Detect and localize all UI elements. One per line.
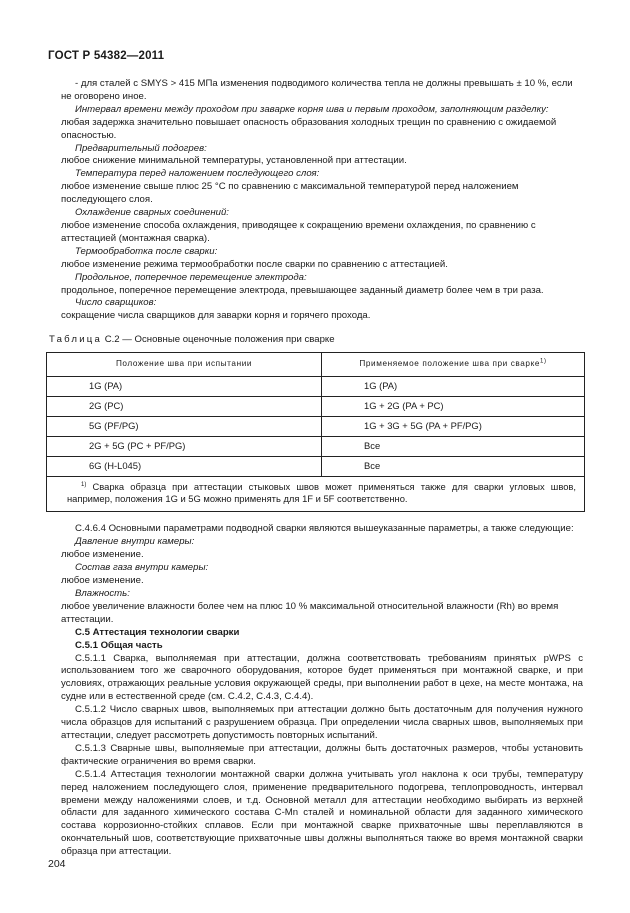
table-header-applied-text: Применяемое положение шва при сварке	[359, 359, 541, 369]
parameter-heading: Охлаждение сварных соединений:	[75, 207, 229, 219]
paragraph: любая задержка значительно повышает опасность образования холодных трещин по сравнению с ожидаемой опасностью.	[61, 116, 557, 141]
paragraph: продольное, поперечное перемещение электрода, превышающее заданный диаметр более чем в три раза.	[61, 284, 544, 296]
table-header-test-position: Положение шва при испытании	[47, 353, 322, 377]
parameter-heading: Продольное, поперечное перемещение электрода:	[75, 271, 307, 283]
paragraph: любое изменение режима термообработки после сварки по сравнению с аттестацией.	[61, 258, 448, 270]
table-row	[47, 436, 585, 456]
paragraph: любое изменение способа охлаждения, приводящее к сокращению времени охлаждения, по сравнению с аттестацией (монтажная сварка).	[61, 219, 536, 244]
section-heading: С.5 Аттестация технологии сварки	[75, 626, 240, 638]
table-cell-applied: 1G (PA)	[322, 377, 585, 397]
paragraph: любое снижение минимальной температуры, установленной при аттестации.	[61, 155, 407, 167]
paragraphs-bottom	[61, 523, 583, 859]
positions-table	[46, 352, 585, 512]
table-cell-applied: Все	[322, 456, 585, 476]
table-cell-test: 5G (PF/PG)	[47, 416, 322, 436]
paragraph: любое увеличение влажности более чем на плюс 10 % максимальной относительной влажности (Rh) во время аттестации.	[61, 600, 559, 625]
paragraph: С.5.1.3 Сварные швы, выполняемые при аттестации, должны быть достаточных размеров, чтобы установить фактические ограничения во время сварки.	[61, 742, 583, 767]
table-cell-applied: 1G + 2G (PA + PC)	[322, 397, 585, 417]
paragraph: любое изменение.	[61, 575, 144, 587]
paragraph: любое изменение свыше плюс 25 °С по сравнению с максимальной температурой перед наложением последующего слоя.	[61, 181, 519, 206]
footnote-marker: 1)	[540, 358, 547, 365]
paragraph: любое изменение.	[61, 549, 144, 561]
footnote-marker: 1)	[81, 481, 87, 488]
table-row	[47, 456, 585, 476]
table-footnote	[47, 476, 585, 512]
table-caption-label: Таблица	[49, 334, 103, 346]
table-cell-test: 6G (H-L045)	[47, 456, 322, 476]
footnote-text: Сварка образца при аттестации стыковых швов может применяться также для сварки угловых швов, например, положения 1G и 5G можно применять для 1F и 5F соответственно.	[67, 480, 576, 505]
table-caption	[49, 334, 583, 347]
table-caption-text: С.2 — Основные оценочные положения при сварке	[104, 334, 335, 346]
parameter-heading: Состав газа внутри камеры:	[75, 562, 209, 574]
parameter-heading: Температура перед наложением последующего слоя:	[75, 168, 320, 180]
page-number: 204	[48, 858, 66, 870]
parameter-heading: Число сварщиков:	[75, 297, 157, 309]
table-cell-applied: 1G + 3G + 5G (PA + PF/PG)	[322, 416, 585, 436]
parameter-heading: Термообработка после сварки:	[75, 245, 218, 257]
parameter-heading: Интервал времени между проходом при заварке корня шва и первым проходом, заполняющим разделку:	[75, 103, 549, 115]
table-header-row	[47, 353, 585, 377]
paragraph: С.5.1.1 Сварка, выполняемая при аттестации, должна соответствовать требованиям принятых pWPS с использованием того же сварочного оборудования, которое будет применяться при монтажной сварке, и при условиях, отражающих реальные условия окружающей среды, при выполнении работ в цехе, на месте монтажа, на судне или в естественной среде (см. С.4.2, С.4.3, С.4.4).	[61, 652, 583, 703]
paragraph: - для сталей с SMYS > 415 МПа изменения подводимого количества тепла не должны превышать ± 10 %, если не оговорено иное.	[61, 78, 573, 102]
paragraph: сокращение числа сварщиков для заварки корня и горячего прохода.	[61, 310, 371, 322]
paragraph: С.4.6.4 Основными параметрами подводной сварки являются вышеуказанные параметры, а также следующие:	[75, 523, 574, 535]
document-header: ГОСТ Р 54382—2011	[48, 50, 165, 62]
table-row	[47, 416, 585, 436]
paragraph: С.5.1.4 Аттестация технологии монтажной сварки должна учитывать угол наклона к оси трубы, температуру перед наложением последующего слоя, применение предварительного подогрева, теплопроводность, интервал времени между наложениями слоев, и т.д. Основной металл для аттестации необходимо выбирать из верхней области для заданного химического состава С-Mn сталей и номинальной области для заданного химического состава коррозионно-стойких сплавов. Если при монтажной сварке прихваточные швы переплавляются в окончательный шов, соответствующие прихваточные швы должны выполняться также во время монтажной сварки образца при аттестации.	[61, 768, 583, 858]
table-cell-test: 2G + 5G (PC + PF/PG)	[47, 436, 322, 456]
parameter-heading: Давление внутри камеры:	[75, 536, 195, 548]
table-cell-test: 2G (PC)	[47, 397, 322, 417]
table-row	[47, 377, 585, 397]
paragraph: С.5.1.2 Число сварных швов, выполняемых при аттестации должно быть достаточным для получения нужного числа образцов для испытаний с разрушением образца. При определении числа сварных швов, выполняемых при аттестации, следует рассмотреть допустимость повторных испытаний.	[61, 704, 583, 741]
page-content	[49, 78, 583, 859]
table-cell-test: 1G (PA)	[47, 377, 322, 397]
table-cell-applied: Все	[322, 436, 585, 456]
table-note-row	[47, 476, 585, 512]
table-header-applied-position	[322, 353, 585, 377]
parameter-heading: Предварительный подогрев:	[75, 142, 207, 154]
parameter-heading: Влажность:	[75, 588, 130, 599]
paragraphs-top	[61, 78, 583, 323]
table-row	[47, 397, 585, 417]
section-heading: С.5.1 Общая часть	[75, 639, 163, 651]
